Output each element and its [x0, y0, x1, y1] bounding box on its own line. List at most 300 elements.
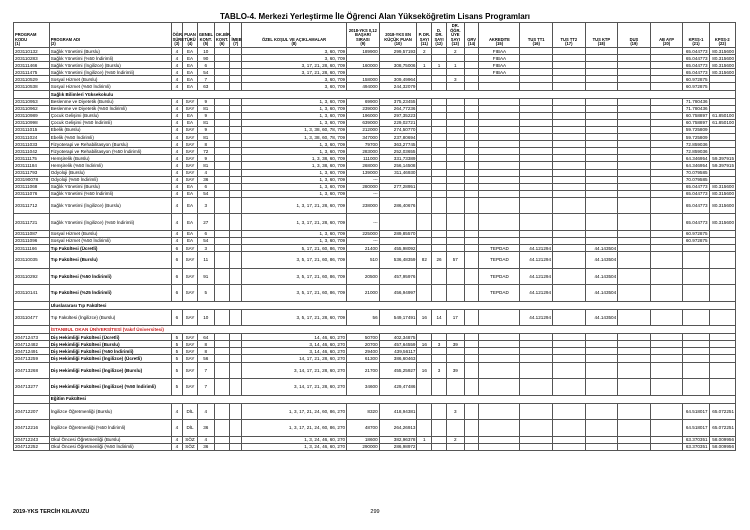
table-cell: 1, 3, 60, 709: [241, 183, 346, 190]
table-cell: 280000: [347, 183, 380, 190]
table-cell: [230, 126, 242, 133]
table-cell: 4: [171, 197, 183, 214]
program-name: Sosyal Hizmet (%50 İndirimli): [49, 237, 171, 244]
table-row: [14, 62, 736, 69]
table-cell: 36: [197, 443, 214, 450]
table-cell: 3, 14, 17, 21, 28, 60, 270: [241, 362, 346, 379]
table-cell: [520, 83, 553, 90]
table-cell: [214, 98, 230, 105]
table-cell: 60.972875: [683, 237, 709, 244]
program-code: 203110953: [14, 98, 50, 105]
program-name: Ebelik (%50 İndirimli): [49, 134, 171, 141]
table-cell: [618, 355, 651, 362]
table-cell: 21700: [347, 362, 380, 379]
table-cell: 6: [171, 268, 183, 285]
table-cell: [650, 83, 683, 90]
table-cell: [446, 55, 464, 62]
column-header: [585, 23, 618, 48]
table-cell: 59.397915: [709, 155, 735, 162]
table-cell: [618, 48, 651, 55]
program-code: 203110998: [14, 119, 50, 126]
table-cell: 382,96378: [379, 436, 417, 443]
section-label: Sağlık Bilimleri Yüksekokulu: [49, 90, 735, 98]
table-cell: [709, 237, 735, 244]
table-cell: [618, 162, 651, 169]
table-cell: 375,23455: [379, 98, 417, 105]
table-cell: [464, 379, 479, 396]
table-cell: 238000: [347, 197, 380, 214]
table-cell: 65.044773: [683, 48, 709, 55]
table-cell: 64.518017: [683, 403, 709, 420]
table-cell: 4: [171, 69, 183, 76]
table-cell: 1: [417, 62, 432, 69]
table-cell: 239000: [347, 105, 380, 112]
program-name: Çocuk Gelişimi (Burslu): [49, 112, 171, 119]
table-cell: 4: [171, 134, 183, 141]
table-cell: 1, 3, 60, 709: [241, 98, 346, 105]
table-cell: EA: [183, 112, 198, 119]
program-name: Tıp Fakültesi (%50 İndirimli): [49, 268, 171, 285]
table-cell: [479, 197, 520, 214]
table-cell: [214, 214, 230, 231]
table-row: [14, 83, 736, 90]
table-cell: [446, 334, 464, 341]
table-cell: [464, 119, 479, 126]
table-cell: ---: [347, 214, 380, 231]
table-cell: 65.044773: [683, 190, 709, 197]
table-cell: [379, 69, 417, 76]
table-cell: 4: [197, 403, 214, 420]
table-cell: [520, 436, 553, 443]
table-cell: 1, 3, 17, 21, 28, 60, 709: [241, 197, 346, 214]
program-code: 203110035: [14, 252, 50, 269]
table-cell: 60.972875: [683, 83, 709, 90]
column-header-label: 2018-YKS 0,12 BAŞARI SIRASI: [348, 27, 377, 42]
program-code: 203110132: [14, 48, 50, 55]
table-cell: 4: [171, 403, 183, 420]
table-cell: 56: [197, 355, 214, 362]
table-cell: [650, 355, 683, 362]
column-header-number: (20): [662, 41, 671, 47]
table-cell: [446, 134, 464, 141]
table-cell: [650, 443, 683, 450]
table-cell: [464, 285, 479, 302]
table-cell: 82: [417, 252, 432, 269]
table-cell: [479, 420, 520, 437]
table-cell: 1, 3, 24, 46, 60, 270: [241, 443, 346, 450]
table-cell: 8: [197, 348, 214, 355]
table-cell: 1, 3, 38, 60, 709: [241, 162, 346, 169]
table-cell: EA: [183, 55, 198, 62]
table-cell: [585, 105, 618, 112]
table-cell: [650, 134, 683, 141]
table-row: [14, 69, 736, 76]
table-cell: [432, 355, 447, 362]
table-cell: 72.859036: [683, 141, 709, 148]
table-cell: 4: [171, 148, 183, 155]
table-cell: 6: [197, 230, 214, 237]
table-cell: 3, 17, 21, 28, 60, 709: [241, 69, 346, 76]
table-cell: 5: [171, 348, 183, 355]
table-cell: 44.121294: [520, 245, 553, 252]
table-cell: 44.121294: [520, 252, 553, 269]
table-cell: [553, 76, 586, 83]
table-cell: [446, 162, 464, 169]
table-cell: [446, 379, 464, 396]
table-cell: [432, 183, 447, 190]
table-cell: 7: [197, 362, 214, 379]
table-cell: [553, 348, 586, 355]
column-header-number: (8): [291, 41, 297, 47]
table-cell: 3, 60, 709: [241, 76, 346, 83]
table-cell: [553, 176, 586, 183]
table-cell: 4: [171, 105, 183, 112]
table-cell: 4: [171, 76, 183, 83]
table-cell: 2: [446, 436, 464, 443]
table-cell: [650, 48, 683, 55]
table-cell: 1, 3, 60, 709: [241, 237, 346, 244]
table-cell: [214, 169, 230, 176]
table-row: [14, 197, 736, 214]
table-cell: [683, 309, 709, 326]
table-cell: 3, 17, 21, 28, 60, 709: [241, 62, 346, 69]
table-cell: 3, 60, 709: [241, 48, 346, 55]
table-cell: 39: [446, 362, 464, 379]
column-header-number: (9): [360, 41, 366, 47]
table-body: [14, 48, 736, 451]
table-cell: [553, 183, 586, 190]
table-cell: [464, 268, 479, 285]
program-name: Sağlık Yönetimi (İngilizce) (Burslu): [49, 62, 171, 69]
table-cell: [479, 348, 520, 355]
table-cell: FIBAA: [479, 55, 520, 62]
table-cell: [464, 76, 479, 83]
table-cell: [432, 230, 447, 237]
table-cell: [520, 403, 553, 420]
table-cell: [618, 237, 651, 244]
column-header-number: (16): [532, 41, 540, 47]
table-cell: [650, 105, 683, 112]
table-cell: 256,14508: [379, 162, 417, 169]
table-cell: [618, 148, 651, 155]
table-cell: [650, 420, 683, 437]
table-cell: 457,64559: [379, 341, 417, 348]
table-cell: 111000: [347, 155, 380, 162]
table-cell: 418,94381: [379, 403, 417, 420]
table-cell: [214, 183, 230, 190]
table-cell: 10: [197, 309, 214, 326]
table-cell: [432, 379, 447, 396]
table-cell: [417, 190, 432, 197]
table-cell: [214, 176, 230, 183]
table-row: [14, 245, 736, 252]
table-cell: 59.725809: [683, 126, 709, 133]
table-cell: [618, 197, 651, 214]
table-cell: [553, 252, 586, 269]
table-row: [14, 134, 736, 141]
table-cell: [214, 197, 230, 214]
table-cell: 4: [171, 155, 183, 162]
column-header-number: (15): [495, 41, 504, 47]
program-name: İngilizce Öğretmenliği (Burslu): [49, 403, 171, 420]
program-code: 204713259: [14, 355, 50, 362]
table-cell: 386,60463: [379, 355, 417, 362]
table-row: [14, 148, 736, 155]
table-cell: 5: [171, 355, 183, 362]
table-cell: 58.009956: [709, 436, 735, 443]
table-cell: EA: [183, 76, 198, 83]
table-cell: [464, 98, 479, 105]
column-header-label: KPSS-2: [714, 36, 730, 42]
table-cell: [650, 69, 683, 76]
program-name: Fizyoterapi ve Rehabilitasyon (Burslu): [49, 141, 171, 148]
table-cell: [520, 162, 553, 169]
table-cell: [464, 169, 479, 176]
table-cell: [479, 230, 520, 237]
table-cell: 9: [197, 126, 214, 133]
table-cell: [479, 214, 520, 231]
section-label: İSTANBUL OKAN ÜNİVERSİTESİ (Vakıf Üniversitesi): [49, 326, 735, 334]
program-code: 204712207: [14, 403, 50, 420]
table-cell: [618, 214, 651, 231]
table-cell: 65.072251: [709, 420, 735, 437]
table-cell: [214, 237, 230, 244]
table-cell: DİL: [183, 403, 198, 420]
table-cell: TEPDAD: [479, 285, 520, 302]
table-cell: 3: [197, 197, 214, 214]
column-header-label: İMEB: [231, 36, 242, 42]
table-cell: [417, 105, 432, 112]
table-cell: 8: [197, 341, 214, 348]
table-cell: [520, 69, 553, 76]
table-row: [14, 55, 736, 62]
table-cell: [464, 112, 479, 119]
table-cell: [446, 285, 464, 302]
table-cell: 274,50770: [379, 126, 417, 133]
table-cell: 54: [197, 190, 214, 197]
table-cell: [520, 48, 553, 55]
table-cell: 311,46930: [379, 169, 417, 176]
column-header: [183, 23, 198, 48]
program-code: 203110283: [14, 55, 50, 62]
table-cell: 36: [197, 176, 214, 183]
table-cell: [553, 69, 586, 76]
table-cell: [417, 348, 432, 355]
table-cell: [650, 141, 683, 148]
table-cell: 439,56117: [379, 348, 417, 355]
table-cell: [650, 214, 683, 231]
table-cell: [520, 126, 553, 133]
table-cell: [214, 403, 230, 420]
table-cell: [618, 230, 651, 237]
table-cell: [432, 69, 447, 76]
table-cell: [618, 190, 651, 197]
table-cell: 61.850100: [709, 112, 735, 119]
table-cell: [553, 309, 586, 326]
table-cell: [650, 190, 683, 197]
section-row: [14, 301, 736, 309]
table-cell: 225000: [347, 230, 380, 237]
table-cell: 308,75006: [379, 62, 417, 69]
program-code: 204712482: [14, 341, 50, 348]
table-cell: [553, 190, 586, 197]
table-cell: [446, 268, 464, 285]
column-header-label: GRV: [467, 36, 476, 42]
table-cell: [553, 148, 586, 155]
table-cell: 196000: [347, 112, 380, 119]
table-cell: [464, 105, 479, 112]
table-cell: SAY: [183, 355, 198, 362]
program-code: 203111793: [14, 169, 50, 176]
table-cell: [446, 98, 464, 105]
column-header: [49, 23, 171, 48]
table-cell: [553, 379, 586, 396]
table-cell: 429,47486: [379, 379, 417, 396]
table-cell: 4: [171, 62, 183, 69]
table-cell: [585, 69, 618, 76]
table-cell: [432, 197, 447, 214]
table-cell: 59.725809: [683, 134, 709, 141]
table-cell: 16: [417, 309, 432, 326]
table-cell: [432, 420, 447, 437]
table-cell: [214, 162, 230, 169]
program-name: Odyoloji (%50 İndirimli): [49, 176, 171, 183]
table-cell: 65.044773: [683, 62, 709, 69]
section-spacer: [14, 301, 50, 309]
table-cell: [464, 55, 479, 62]
table-cell: [230, 341, 242, 348]
table-cell: 1, 3, 60, 709: [241, 105, 346, 112]
table-cell: [479, 169, 520, 176]
table-cell: 237,80694: [379, 134, 417, 141]
table-cell: [417, 237, 432, 244]
table-cell: [553, 245, 586, 252]
program-name: Sosyal Hizmet (%50 İndirimli): [49, 83, 171, 90]
column-header-number: (6): [219, 41, 225, 47]
table-cell: 2: [417, 48, 432, 55]
table-cell: 70.079585: [683, 169, 709, 176]
table-cell: [709, 252, 735, 269]
column-header: [683, 23, 709, 48]
table-cell: [432, 190, 447, 197]
column-header: [347, 23, 380, 48]
table-cell: 347000: [347, 134, 380, 141]
column-header: [197, 23, 214, 48]
table-cell: 71.780436: [683, 105, 709, 112]
table-cell: [417, 148, 432, 155]
table-cell: 189900: [347, 48, 380, 55]
table-cell: [446, 355, 464, 362]
table-cell: [230, 169, 242, 176]
table-cell: [417, 126, 432, 133]
table-cell: 3, 60, 709: [241, 83, 346, 90]
table-cell: 455,25927: [379, 362, 417, 379]
table-cell: [446, 69, 464, 76]
table-cell: [432, 403, 447, 420]
program-name: Diş Hekimliği Fakültesi (İngilizce) (Burslu): [49, 362, 171, 379]
table-cell: SAY: [183, 126, 198, 133]
table-cell: [432, 162, 447, 169]
program-name: Beslenme ve Diyetetik (%50 İndirimli): [49, 105, 171, 112]
table-cell: [464, 362, 479, 379]
table-cell: 244,32079: [379, 83, 417, 90]
table-row: [14, 355, 736, 362]
table-cell: [479, 176, 520, 183]
table-row: [14, 162, 736, 169]
table-row: [14, 76, 736, 83]
table-cell: 1, 3, 60, 709: [241, 230, 346, 237]
table-cell: [417, 443, 432, 450]
table-cell: 64.518017: [683, 420, 709, 437]
table-cell: [230, 436, 242, 443]
table-cell: 59.397915: [709, 162, 735, 169]
table-cell: [417, 176, 432, 183]
program-code: 204712491: [14, 348, 50, 355]
table-cell: [446, 83, 464, 90]
program-code: 203110292: [14, 268, 50, 285]
table-cell: [417, 379, 432, 396]
table-cell: [446, 112, 464, 119]
table-cell: [446, 420, 464, 437]
table-cell: [230, 162, 242, 169]
table-cell: [650, 76, 683, 83]
table-cell: EA: [183, 197, 198, 214]
table-cell: 72.859036: [683, 148, 709, 155]
column-header-label: DR. ÖĞR. ÜYE SAYI: [450, 23, 461, 42]
table-cell: [432, 48, 447, 55]
table-row: [14, 183, 736, 190]
table-row: [14, 379, 736, 396]
program-code: 204713277: [14, 379, 50, 396]
table-cell: 14: [432, 309, 447, 326]
program-code: 203111033: [14, 141, 50, 148]
table-cell: 286,40676: [379, 197, 417, 214]
table-cell: [520, 169, 553, 176]
table-cell: [464, 69, 479, 76]
table-cell: 1, 3, 60, 709: [241, 190, 346, 197]
table-cell: [709, 334, 735, 341]
table-cell: [479, 436, 520, 443]
table-cell: [214, 76, 230, 83]
table-cell: [214, 148, 230, 155]
table-cell: [446, 119, 464, 126]
table-cell: [553, 119, 586, 126]
table-cell: 1: [446, 62, 464, 69]
table-cell: TEPDAD: [479, 252, 520, 269]
table-cell: [650, 348, 683, 355]
column-header-number: (7): [233, 41, 239, 47]
table-cell: 268000: [347, 162, 380, 169]
table-cell: SAY: [183, 141, 198, 148]
table-cell: [432, 443, 447, 450]
table-cell: [618, 334, 651, 341]
table-cell: [479, 183, 520, 190]
table-cell: [618, 112, 651, 119]
section-row: [14, 395, 736, 403]
table-cell: 8320: [347, 403, 380, 420]
table-cell: 54: [197, 69, 214, 76]
table-row: [14, 230, 736, 237]
table-row: [14, 214, 736, 231]
table-cell: [464, 403, 479, 420]
table-cell: 80.315600: [709, 197, 735, 214]
table-cell: 3, 14, 17, 21, 28, 60, 270: [241, 379, 346, 396]
column-header-number: (14): [467, 41, 476, 47]
table-cell: 264,26913: [379, 420, 417, 437]
table-cell: 6: [171, 285, 183, 302]
table-cell: [417, 285, 432, 302]
table-cell: ---: [347, 176, 380, 183]
